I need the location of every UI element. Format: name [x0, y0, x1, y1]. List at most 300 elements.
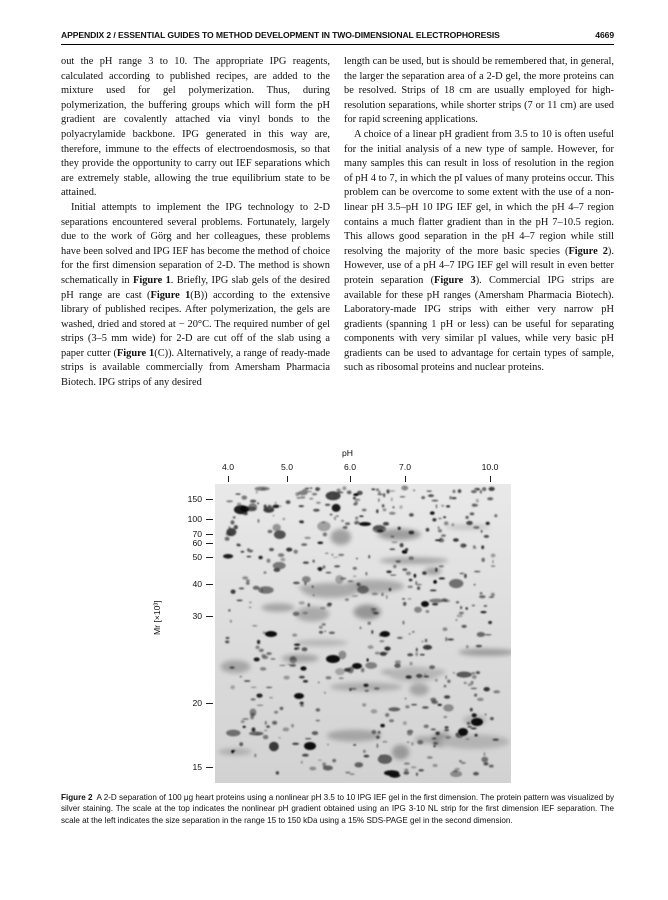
gel-spot — [377, 494, 383, 495]
gel-spot — [323, 766, 333, 771]
gel-smear — [425, 568, 442, 575]
gel-spot — [491, 565, 495, 567]
gel-spot — [339, 677, 344, 679]
gel-spot — [230, 685, 235, 689]
gel-spot — [267, 505, 271, 509]
gel-spot — [249, 732, 264, 736]
gel-spot — [432, 500, 439, 502]
gel-spot — [302, 647, 308, 651]
gel-spot — [474, 571, 481, 573]
gel-spot — [447, 680, 450, 684]
gel-spot — [429, 665, 435, 669]
gel-spot — [476, 671, 480, 674]
gel-spot — [456, 601, 459, 603]
gel-spot — [445, 675, 447, 679]
gel-spot — [323, 532, 327, 536]
gel-spot — [432, 518, 436, 521]
gel-spot — [309, 498, 313, 500]
gel-spot — [423, 645, 432, 650]
gel-spot — [340, 577, 346, 580]
gel-spot — [466, 521, 473, 525]
gel-spot — [292, 743, 299, 745]
gel-spot — [310, 487, 312, 489]
gel-spot — [251, 687, 257, 688]
mr-tick-label: 15 — [192, 762, 202, 772]
gel-spot — [299, 601, 305, 604]
gel-spot — [460, 573, 465, 574]
gel-spot — [322, 522, 325, 524]
gel-spot — [226, 528, 236, 536]
gel-spot — [264, 571, 267, 573]
gel-spot — [313, 594, 315, 596]
gel-spot — [335, 668, 345, 675]
gel-spot — [475, 734, 478, 737]
mr-tick-mark — [206, 703, 213, 704]
left-paragraph-2 — [61, 201, 330, 391]
right-column — [344, 55, 614, 376]
gel-spot — [332, 504, 341, 512]
gel-spot — [376, 744, 378, 748]
gel-spot — [380, 631, 390, 637]
right-paragraph-2 — [344, 128, 614, 376]
gel-smear — [331, 529, 352, 545]
gel-spot — [284, 676, 290, 680]
gel-spot — [309, 767, 316, 771]
caption-lead: Figure 2 — [61, 793, 93, 802]
right-p2-text-b: ). However, use of a pH 4–7 IPG IEF gel will result in even better protein separation ( — [344, 245, 614, 286]
gel-spot — [466, 645, 469, 648]
gel-spot — [334, 565, 340, 567]
gel-spot — [353, 567, 357, 570]
gel-spot — [477, 698, 484, 701]
gel-spot — [375, 652, 380, 655]
ph-tick-label: 10.0 — [481, 462, 499, 472]
gel-spot — [269, 548, 274, 551]
gel-spot — [476, 645, 482, 648]
gel-spot — [470, 512, 475, 515]
gel-spot — [348, 580, 354, 582]
gel-spot — [456, 672, 471, 678]
gel-spot — [240, 676, 243, 678]
gel-spot — [404, 769, 408, 771]
gel-spot — [404, 762, 410, 764]
gel-spot — [403, 721, 407, 725]
gel-spot — [446, 505, 450, 507]
gel-spot — [345, 599, 349, 601]
gel-spot — [472, 713, 477, 717]
gel-spot — [279, 737, 281, 739]
gel-spot — [302, 489, 308, 492]
ph-tick-mark — [350, 476, 351, 482]
gel-spot — [265, 721, 267, 725]
gel-spot — [242, 576, 248, 579]
gel-spot — [226, 500, 233, 502]
mr-tick-mark — [206, 499, 213, 500]
gel-spot — [471, 688, 478, 690]
gel-spot — [427, 756, 433, 758]
gel-spot — [343, 526, 348, 529]
gel-spot — [341, 520, 344, 522]
gel-spot — [376, 736, 380, 739]
gel-spot — [466, 738, 470, 740]
mr-tick-label: 40 — [192, 579, 202, 589]
gel-spot — [431, 700, 438, 704]
gel-spot — [481, 757, 488, 763]
gel-smear — [392, 745, 409, 760]
ph-tick-mark — [405, 476, 406, 482]
gel-spot — [433, 580, 437, 584]
gel-spot — [453, 538, 459, 541]
gel-spot — [401, 486, 408, 491]
gel-spot — [303, 562, 309, 564]
gel-spot — [435, 568, 437, 572]
gel-spot — [491, 554, 496, 558]
gel-spot — [438, 518, 442, 520]
gel-spot — [330, 514, 333, 516]
gel-spot — [428, 494, 434, 497]
gel-spot — [293, 612, 300, 616]
gel-spot — [302, 576, 311, 583]
gel-spot — [300, 705, 304, 707]
gel-spot — [324, 630, 326, 632]
gel-spot — [226, 730, 240, 737]
gel-spot — [400, 543, 404, 547]
gel-spot — [471, 718, 483, 726]
gel-spot — [472, 675, 477, 679]
gel-spot — [409, 531, 415, 535]
gel-spot — [315, 487, 320, 491]
mr-tick-label: 50 — [192, 552, 202, 562]
gel-spot — [352, 663, 362, 669]
gel-spot — [436, 504, 438, 508]
gel-spot — [327, 744, 329, 745]
gel-spot — [408, 586, 413, 589]
gel-spot — [359, 522, 371, 526]
gel-spot — [246, 581, 250, 585]
gel-spot — [249, 602, 252, 604]
gel-spot — [435, 679, 438, 682]
gel-spot — [415, 652, 418, 656]
right-p2-text-a: A choice of a linear pH gradient from 3.5 to 10 is often useful for the initial analysis of a new type of sample. However, for many samples this can result in loss of resolution in the region of pH 4 to 7, in which the pI values of many proteins occur. This problem can be overcome to some extent with the use of a non-linear pH 3.5–pH 10 IPG IEF gel, in which the pH 4–7 region contains a much flatter gradient than in the pH 7–10.5 region. This allows good separation in the pH 4–7 region while still resolving the majority of the more basic species ( — [344, 128, 614, 257]
gel-spot — [421, 601, 429, 607]
ph-tick-label: 6.0 — [344, 462, 356, 472]
mr-tick-mark — [206, 557, 213, 558]
gel-spot — [257, 640, 260, 644]
gel-spot — [361, 668, 364, 672]
gel-spot — [326, 655, 340, 663]
gel-spot — [376, 509, 378, 513]
gel-spot — [407, 742, 409, 743]
gel-spot — [273, 515, 275, 516]
gel-spot — [324, 692, 326, 694]
gel-spot — [231, 590, 236, 594]
gel-spot — [444, 716, 448, 718]
left-p2-text-c: (B)) according to the extensive library of published recipes. After polymerization, the gels are washed, dried and stored at − 20°C. The required number of gel strips (3–5 mm wide) for 2-D are cut off of the slab using a paper cutter ( — [61, 289, 330, 359]
gel-spot — [458, 728, 468, 736]
gel-spot — [422, 571, 427, 575]
gel-spot — [278, 553, 284, 557]
gel-spot — [259, 556, 263, 560]
gel-spot — [444, 521, 449, 525]
gel-spot — [480, 592, 483, 594]
gel-spot — [304, 742, 316, 750]
gel-spot — [488, 621, 492, 624]
gel-spot — [364, 755, 370, 758]
gel-spot — [237, 600, 243, 602]
gel-spot — [396, 560, 401, 562]
gel-spot — [283, 518, 286, 520]
gel-spot — [338, 554, 344, 556]
gel-spot — [417, 740, 423, 744]
gel-spot — [254, 754, 256, 757]
gel-smear — [262, 603, 295, 611]
gel-spot — [336, 516, 339, 517]
gel-spot — [371, 608, 377, 609]
gel-spot — [426, 610, 430, 613]
gel-spot — [386, 652, 389, 653]
gel-spot — [326, 676, 332, 679]
gel-spot — [345, 772, 350, 774]
gel-spot — [276, 771, 279, 774]
gel-spot — [432, 603, 438, 606]
gel-spot — [458, 489, 461, 493]
gel-spot — [411, 766, 416, 768]
gel-spot — [325, 504, 330, 506]
right-p2-text-c: ). Commercial IPG strips are available for these pH ranges (Amersham Pharmacia Biotech). Laboratory-made IPG strips with either very narrow pH gradients (spanning 1 pH or less) can be useful for separating components with very similar pI values, while very basic pH gradients can be used to advantage for certain types of sample, such as ribosomal proteins and nuclear proteins. — [344, 274, 614, 374]
gel-spot — [365, 572, 367, 575]
gel-spot — [333, 557, 339, 558]
mr-tick-label: 70 — [192, 529, 202, 539]
gel-spot — [331, 498, 335, 500]
gel-spot — [248, 550, 253, 553]
gel-spot — [455, 768, 460, 771]
gel-spot — [424, 674, 426, 675]
gel-spot — [247, 556, 252, 558]
gel-spot — [325, 553, 329, 554]
gel-spot — [308, 603, 310, 607]
figure-2-ref[interactable]: Figure 2 — [568, 245, 608, 257]
gel-spot — [391, 498, 393, 502]
gel-spot — [493, 690, 500, 693]
gel-smear — [221, 660, 251, 673]
gel-spot — [356, 558, 358, 559]
mr-tick-label: 150 — [187, 494, 202, 504]
gel-spot — [382, 504, 385, 507]
gel-spot — [378, 731, 381, 734]
gel-spot — [430, 590, 437, 592]
gel-spot — [274, 530, 286, 539]
gel-spot — [461, 762, 466, 764]
gel-spot — [374, 687, 380, 690]
gel-spot — [243, 726, 246, 728]
gel-spot — [403, 621, 405, 625]
gel-spot — [302, 754, 309, 757]
ph-axis-label: pH — [342, 448, 353, 458]
gel-spot — [408, 598, 412, 599]
gel-spot — [474, 694, 477, 697]
gel-spot — [416, 584, 422, 586]
gel-spot — [300, 666, 306, 670]
ph-tick-label: 7.0 — [399, 462, 411, 472]
gel-spot — [350, 688, 356, 690]
gel-spot — [305, 738, 311, 739]
gel-spot — [422, 641, 424, 643]
gel-spot — [400, 496, 405, 497]
mr-tick-mark — [206, 543, 213, 544]
gel-spot — [444, 600, 451, 603]
header-rule — [61, 44, 614, 45]
gel-spot — [294, 644, 300, 646]
gel-spot — [299, 505, 304, 507]
gel-spot — [416, 648, 418, 652]
gel-spot — [348, 670, 351, 671]
gel-spot — [476, 499, 479, 503]
gel-spot — [484, 752, 486, 756]
gel-spot — [444, 695, 450, 698]
gel-spot — [289, 664, 296, 667]
gel-spot — [459, 612, 464, 615]
gel-spot — [455, 619, 457, 621]
gel-spot — [291, 724, 294, 728]
gel-spot — [398, 527, 401, 530]
gel-spot — [269, 742, 279, 751]
gel-spot — [299, 520, 304, 523]
gel-spot — [237, 503, 242, 506]
gel-spot — [470, 708, 473, 712]
gel-spot — [445, 726, 449, 728]
mr-tick-mark — [206, 584, 213, 585]
gel-spot — [444, 685, 447, 688]
gel-spot — [407, 732, 412, 736]
gel-image — [215, 484, 511, 783]
gel-spot — [486, 522, 490, 525]
gel-spot — [394, 664, 400, 668]
gel-spot — [286, 500, 291, 504]
gel-spot — [378, 754, 392, 764]
figure-3-ref[interactable]: Figure 3 — [434, 274, 476, 286]
gel-spot — [259, 649, 264, 653]
gel-spot — [332, 554, 334, 556]
gel-spot — [371, 630, 373, 634]
gel-spot — [464, 682, 467, 684]
gel-spot — [303, 612, 308, 615]
gel-spot — [300, 496, 305, 499]
ph-tick-label: 4.0 — [222, 462, 234, 472]
gel-spot — [494, 514, 497, 517]
gel-spot — [443, 516, 446, 518]
mr-tick-label: 20 — [192, 698, 202, 708]
gel-spot — [473, 526, 479, 529]
gel-spot — [352, 595, 358, 597]
gel-spot — [425, 639, 428, 643]
gel-spot — [372, 730, 377, 734]
gel-spot — [493, 739, 499, 741]
gel-spot — [421, 496, 425, 499]
gel-spot — [299, 676, 305, 679]
gel-spot — [473, 545, 475, 547]
gel-spot — [443, 704, 453, 711]
gel-spot — [464, 574, 467, 578]
gel-spot — [449, 579, 463, 588]
gel-spot — [471, 728, 477, 730]
gel-spot — [232, 750, 236, 751]
gel-spot — [322, 623, 326, 625]
gel-spot — [405, 548, 408, 551]
gel-spot — [293, 582, 300, 585]
gel-smear — [445, 525, 490, 529]
gel-spot — [410, 662, 413, 665]
figure-1-ref[interactable]: Figure 1 — [116, 347, 155, 359]
page-number: 4669 — [595, 30, 614, 40]
gel-spot — [265, 631, 277, 637]
gel-spot — [467, 726, 471, 728]
gel-spot — [250, 715, 254, 719]
gel-spot — [409, 579, 413, 582]
gel-spot — [363, 750, 366, 753]
gel-spot — [424, 725, 429, 729]
gel-spot — [250, 709, 257, 717]
gel-spot — [256, 490, 258, 493]
gel-spot — [419, 769, 424, 771]
mr-tick-mark — [206, 519, 213, 520]
gel-spot — [228, 609, 230, 611]
gel-spot — [317, 567, 323, 571]
gel-spot — [313, 509, 320, 512]
gel-spot — [241, 551, 245, 553]
gel-spot — [244, 680, 250, 682]
figure-caption — [61, 792, 614, 826]
gel-spot — [387, 489, 390, 493]
gel-spot — [388, 707, 400, 711]
gel-spot — [332, 759, 336, 762]
gel-spot — [445, 637, 447, 641]
gel-spot — [279, 665, 286, 666]
gel-spot — [256, 646, 260, 650]
gel-spot — [353, 576, 356, 577]
gel-spot — [417, 586, 420, 590]
gel-spot — [472, 605, 475, 606]
gel-spot — [371, 488, 375, 490]
gel-spot — [354, 499, 360, 502]
gel-spot — [250, 500, 256, 503]
gel-spot — [431, 728, 436, 730]
gel-spot — [383, 522, 389, 526]
gel-spot — [439, 538, 445, 542]
gel-spot — [386, 595, 388, 599]
gel-spot — [441, 505, 444, 507]
figure-1-ref[interactable]: Figure 1 — [150, 289, 191, 301]
gel-spot — [234, 525, 238, 529]
gel-spot — [274, 711, 278, 714]
gel-spot — [468, 683, 472, 686]
gel-spot — [357, 583, 361, 587]
gel-spot — [411, 704, 417, 706]
gel-spot — [416, 674, 422, 678]
gel-spot — [313, 560, 315, 563]
gel-spot — [371, 709, 378, 713]
gel-spot — [272, 721, 277, 725]
gel-spot — [269, 697, 273, 699]
gel-spot — [300, 702, 304, 705]
mr-tick-label: 60 — [192, 538, 202, 548]
gel-spot — [438, 526, 440, 529]
figure-1-ref[interactable]: Figure 1 — [132, 274, 171, 286]
gel-spot — [491, 593, 495, 597]
gel-spot — [258, 519, 260, 523]
gel-spot — [273, 562, 286, 569]
gel-spot — [439, 565, 444, 567]
gel-spot — [372, 593, 378, 596]
